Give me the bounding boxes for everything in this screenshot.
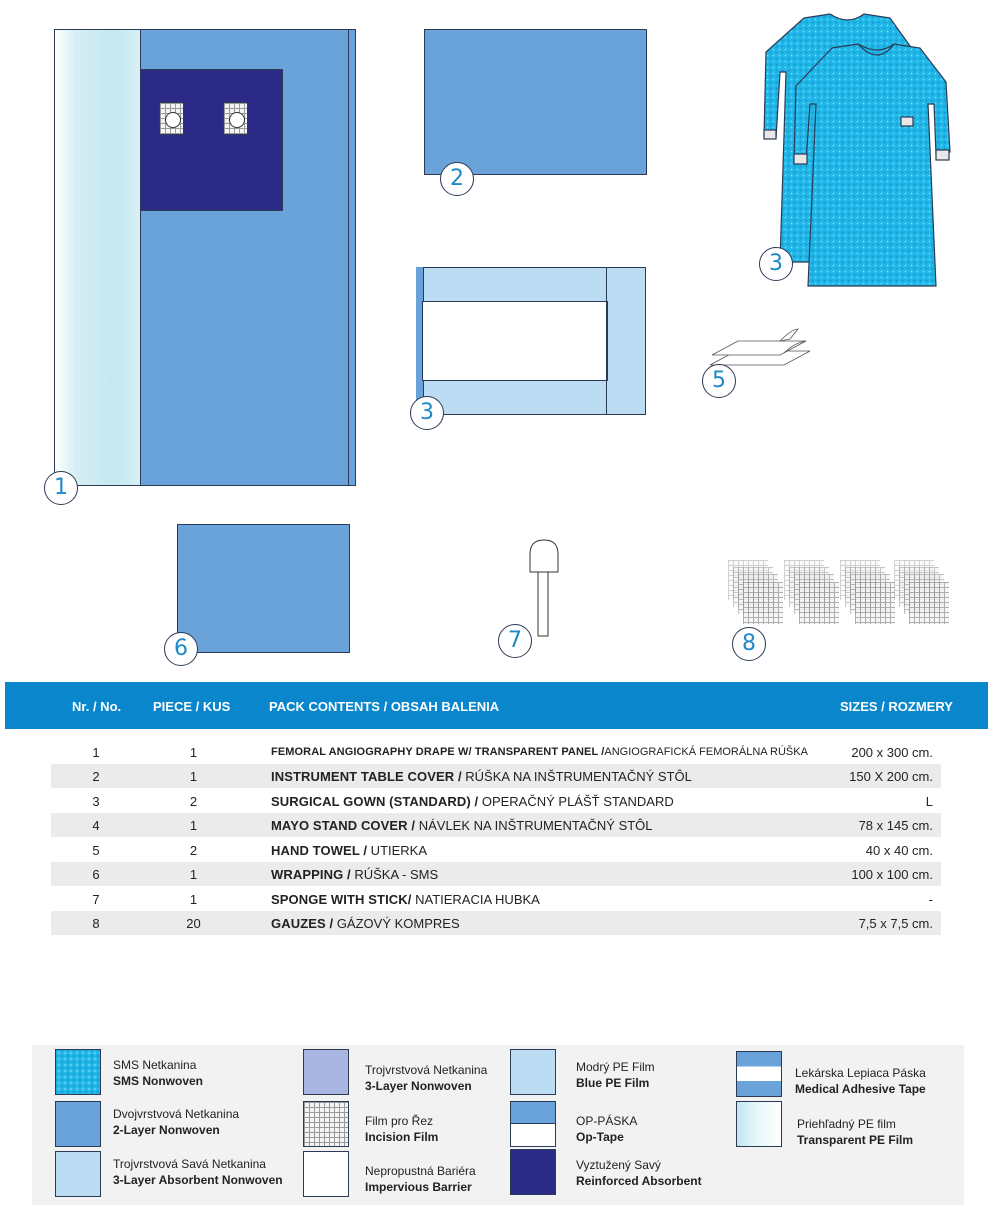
cell-no: 3 [92,794,100,809]
cell-name-sk: NÁVLEK NA INŠTRUMENTAČNÝ STÔL [415,818,653,833]
fenestration-hole-right [229,112,245,128]
cell-description [271,843,427,858]
item-number-1: 1 [44,471,78,505]
cell-size: 100 x 100 cm. [851,867,933,882]
swatch-reinforced-absorbent [510,1149,556,1195]
mayo-cover-right-band [606,267,607,415]
legend-label-2-layer: Dvojvrstvová Netkanina 2-Layer Nonwoven [113,1107,240,1137]
swatch-3-layer-absorbent [55,1151,101,1197]
swatch-2-layer-nonwoven [55,1101,101,1147]
surgical-gown-illustration [760,12,965,290]
cell-name-sk: RÚŠKA NA INŠTRUMENTAČNÝ STÔL [461,769,692,784]
cell-no: 4 [92,818,100,833]
cell-piece: 1 [189,745,198,760]
instrument-table-cover-illustration [424,29,647,175]
item-number-3-mayo: 3 [410,396,444,430]
cell-name-en: HAND TOWEL / [271,843,368,858]
cell-size: L [925,794,933,809]
cell-size: 150 X 200 cm. [849,769,933,784]
fenestration-hole-left [165,112,181,128]
cell-piece: 1 [189,892,198,907]
legend-label-blue-pe-film: Modrý PE Film Blue PE Film [576,1060,655,1090]
item-number-6: 6 [164,632,198,666]
header-sizes: SIZES / ROZMERY [840,699,953,714]
cell-piece: 2 [189,794,198,809]
header-no: Nr. / No. [72,699,122,714]
cell-no: 5 [92,843,100,858]
cell-size: 78 x 145 cm. [858,818,933,833]
cell-piece: 2 [189,843,198,858]
sponge-stick-illustration [524,538,564,640]
cell-no: 6 [92,867,100,882]
cell-name-sk: OPERAČNÝ PLÁŠŤ STANDARD [478,794,674,809]
table-row [51,911,941,935]
cell-size: - [928,892,933,907]
item-number-3-gown: 3 [759,247,793,281]
legend-label-3-layer-absorbent: Trojvrstvová Savá Netkanina 3-Layer Absorbent Nonwoven [113,1157,283,1187]
cell-name-en: SURGICAL GOWN (STANDARD) / [271,794,479,809]
cell-piece: 20 [186,916,201,931]
cell-name-en: MAYO STAND COVER / [271,818,416,833]
gauze-stack-1 [728,560,784,626]
drape-reinforced-area [140,69,283,211]
table-row [51,764,941,788]
wrapping-illustration [177,524,350,653]
cell-name-en: WRAPPING / [271,867,351,882]
swatch-incision-film [303,1101,349,1147]
swatch-blue-pe-film [510,1049,556,1095]
cell-name-en: INSTRUMENT TABLE COVER / [271,769,462,784]
cell-piece: 1 [189,818,198,833]
cell-no: 1 [92,745,100,760]
cell-name-sk: GÁZOVÝ KOMPRES [333,916,460,931]
mayo-stand-cover-illustration [416,267,646,415]
table-row [51,813,941,837]
cell-description [271,769,692,784]
drape-edge-strip [348,29,349,486]
cell-name-sk: RÚŠKA - SMS [350,867,439,882]
item-number-8: 8 [732,627,766,661]
cell-piece: 1 [189,867,198,882]
cell-name-sk: ANGIOGRAFICKÁ FEMORÁLNA RÚŠKA [604,746,808,758]
mayo-cover-clear-area [422,301,608,381]
swatch-transparent-pe-film [736,1101,782,1147]
cell-description [271,892,540,907]
item-number-2: 2 [440,162,474,196]
item-number-7: 7 [498,624,532,658]
table-row [51,887,941,911]
cell-name-en: SPONGE WITH STICK/ [271,892,412,907]
cell-name-en: FEMORAL ANGIOGRAPHY DRAPE W/ TRANSPARENT PANEL / [271,746,605,758]
legend-label-3-layer: Trojvrstvová Netkanina 3-Layer Nonwoven [365,1063,488,1093]
material-legend [32,1045,964,1205]
legend-label-op-tape: OP-PÁSKA Op-Tape [576,1114,638,1144]
swatch-op-tape [510,1101,556,1147]
item-number-5: 5 [702,364,736,398]
gauze-stack-3 [840,560,896,626]
legend-label-reinforced-absorbent: Vyztužený Savý Reinforced Absorbent [576,1158,702,1188]
drape-transparent-panel [54,29,142,486]
swatch-medical-adhesive-tape [736,1051,782,1097]
table-row [51,789,941,813]
legend-label-medical-adhesive-tape: Lekárska Lepiaca Páska Medical Adhesive Tape [795,1066,926,1096]
cell-description [271,916,460,931]
cell-description [271,794,674,809]
legend-label-transparent-pe-film: Priehľadný PE film Transparent PE Film [797,1117,914,1147]
table-row [51,838,941,862]
cell-no: 2 [92,769,100,784]
cell-size: 200 x 300 cm. [851,745,933,760]
swatch-3-layer-nonwoven [303,1049,349,1095]
legend-label-incision-film: Film pro Řez Incision Film [365,1114,439,1144]
gauze-stack-4 [894,560,950,626]
cell-description [271,867,438,882]
table-row [51,862,941,886]
cell-name-en: GAUZES / [271,916,334,931]
femoral-drape-illustration [54,29,356,486]
header-contents: PACK CONTENTS / OBSAH BALENIA [269,699,500,714]
incision-window-left [159,102,184,135]
table-row [51,740,941,764]
cell-no: 8 [92,916,100,931]
cell-description [271,818,653,833]
gauze-stack-2 [784,560,840,626]
contents-table-header [5,682,988,729]
cell-description [271,746,808,758]
cell-piece: 1 [189,769,198,784]
header-piece: PIECE / KUS [153,699,231,714]
legend-label-sms: SMS Netkanina SMS Nonwoven [113,1058,204,1088]
cell-size: 7,5 x 7,5 cm. [858,916,933,931]
swatch-impervious-barrier [303,1151,349,1197]
incision-window-right [223,102,248,135]
cell-name-sk: NATIERACIA HUBKA [411,892,540,907]
cell-size: 40 x 40 cm. [865,843,933,858]
swatch-sms-nonwoven [55,1049,101,1095]
cell-no: 7 [92,892,100,907]
cell-name-sk: UTIERKA [367,843,428,858]
legend-label-impervious-barrier: Nepropustná Bariéra Impervious Barrier [365,1164,476,1194]
gauzes-illustration [728,560,950,630]
